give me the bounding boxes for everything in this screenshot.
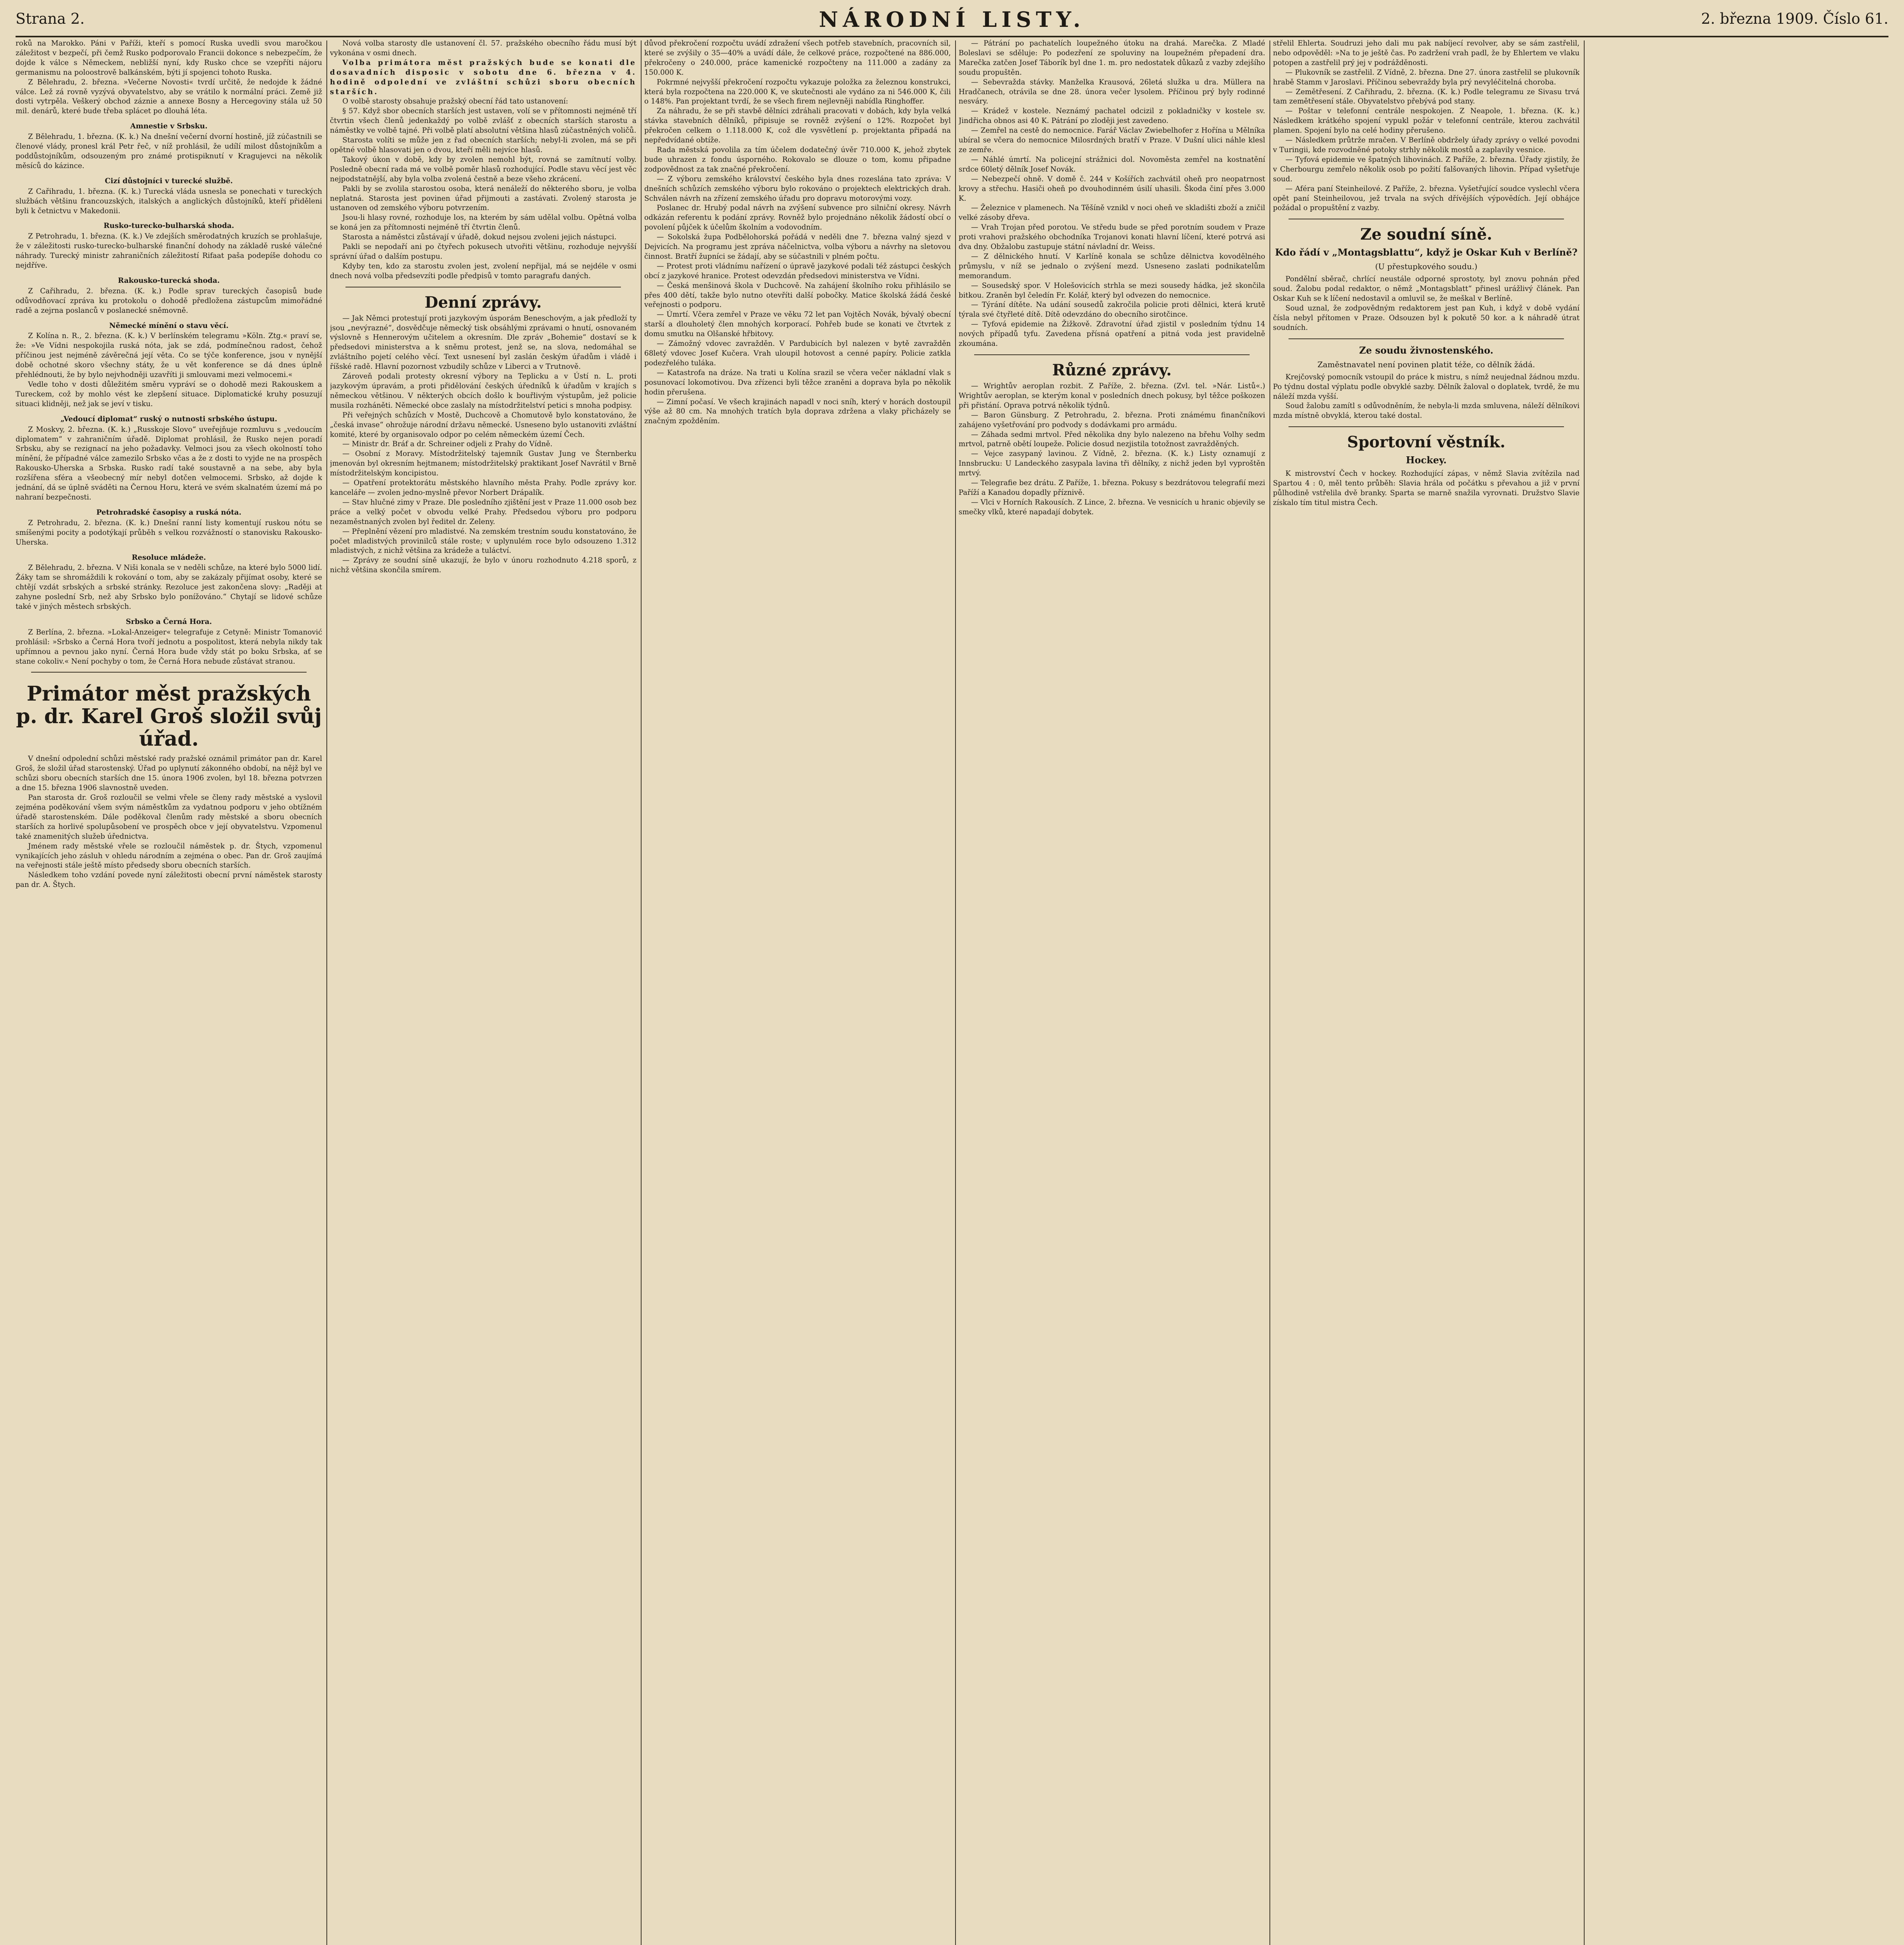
article-text: — Následkem průtrže mračen. V Berlíně obdržely úřady zprávy o velké povodni v Turingii, kde rozvodněné potoky strhly několik mostů a zaplavily vesnice. [1273, 136, 1580, 154]
article-text: Poslanec dr. Hrubý podal návrh na zvýšení subvence pro silniční okresy. Návrh odkázán referentu k podání zprávy. Rovněž bylo projednáno několik žádostí obcí o povolení půjček k účelům školním a vodovodním. [644, 204, 951, 232]
article-text: — Osobní z Moravy. Místodržitelský tajemník Gustav Jung ve Šternberku jmenován byl okresním hejtmanem; místodržitelský praktikant Josef Navrátil v Brně místodržitelským koncipistou. [330, 450, 636, 478]
column-4 [959, 39, 1265, 1945]
article-text: — Z dělnického hnutí. V Karlíně konala se schůze dělnictva kovodělného průmyslu, v níž se jednalo o zvýšení mezd. Usneseno zaslati podnikatelům memorandum. [959, 252, 1265, 280]
article-text: Pakli by se zvolila starostou osoba, která nenáleží do některého sboru, je volba neplatná. Starosta jest povinen úřad přijmouti a zastávati. Zvolený starosta je ustanoven od zemského výboru potvrzením. [330, 184, 636, 212]
article-text: střelil Ehlerta. Soudruzi jeho dali mu pak nabíjecí revolver, aby se sám zastřelil, nebo odpověděl: »Na to je ještě čas. Po zadržení vrah padl, že by Ehlertem ve vlaku potopen a zastřelil prý jej v podrážděnosti. [1273, 39, 1580, 67]
article-text: — Sebevražda stávky. Manželka Krausová, 26letá služka u dra. Müllera na Hradčanech, otrávila se dne 28. února večer lysolem. Příčinou prý byly rodinné nesváry. [959, 78, 1265, 106]
article-text: Soud uznal, že zodpovědným redaktorem jest pan Kuh, i když v době vydání čísla nebyl přítomen v Praze. Odsouzen byl k pokutě 50 kor. a k náhradě útrat soudních. [1273, 304, 1580, 332]
article-text: — Pátrání po pachatelích loupežného útoku na drahá. Marečka. Z Mladé Boleslavi se sděluje: Po podezření ze spoluviny na loupežném přepadení dra. Marečka zatčen Josef Táborík byl dne 1. m. pro nedostatek důkazů z vazby zdejšího soudu propuštěn. [959, 39, 1265, 77]
article-text: důvod překročení rozpočtu uvádí zdražení všech potřeb stavebních, pracovních sil, které se zvýšily o 35—40% a uvádí dále, že celkové práce, rozpočtené na 886.000, překročeny o 240.000, práce kamenické rozpočteny na 111.000 a zadány za 150.000 K. [644, 39, 951, 77]
article-text: V dnešní odpolední schůzi městské rady pražské oznámil primátor pan dr. Karel Groš, že složil úřad starostenský. Úřad po uplynutí zákonného období, na nějž byl ve schůzi sboru obecních starších dne 15. února 1906 zvolen, byl 18. března potvrzen a dne 15. března 1906 slavnostně uveden. [16, 755, 322, 792]
article-text: Takový úkon v době, kdy by zvolen nemohl být, rovná se zamítnutí volby. Posledně obecní rada má ve volbě poměr hlasů rozhodující. Podle stavu věcí jest věc nejpodstatnější, aby byla volba zvolená čestně a beze všeho zkrácení. [330, 155, 636, 183]
article-text: — Přeplnění vězení pro mladistvé. Na zemském trestním soudu konstatováno, že počet mladistvých provinilců stále roste; v uplynulém roce bylo odsouzeno 1.312 mladistvých, z nichž většina za krádeže a tuláctví. [330, 527, 636, 555]
divider [1289, 338, 1564, 339]
article-text: — Jak Němci protestují proti jazykovým úsporám Beneschovým, a jak předloží ty jsou „nevýrazné“, dosvědčuje německý tisk obsáhlými zprávami o hnutí, osnovaném výslovně s Hennerovým učitelem a okresním. Dle zpráv „Bohemie“ dostaví se k předsedovi ministerstva a k sněmu protest, jenž se, na slova, nedomáhal se zvláštního pojetí celého věcí. Text usnesení byl zaslán českým úřadům i vládě i říšské radě. Hlavní pozornost vzbudily schůze v Liberci a v Trutnově. [330, 314, 636, 371]
section-heading: Resoluce mládeže. [131, 553, 206, 562]
section-title: Sportovní věstník. [1347, 433, 1506, 452]
article-text: — Protest proti vládnímu nařízení o úpravě jazykové podali též zástupci českých obcí z jazykové hranice. Protest odevzdán předsedovi ministerstva ve Vídni. [644, 262, 951, 280]
article-text: — Vejce zasypaný lavinou. Z Vídně, 2. března. (K. k.) Listy oznamují z Innsbrucku: U Landeckého zasypala lavina tři dělníky, z nichž jeden byl vyproštěn mrtvý. [959, 450, 1265, 478]
article-text: — Sousedský spor. V Holešovicích strhla se mezi sousedy hádka, jež skončila bitkou. Zraněn byl čeledín Fr. Kolář, který byl odvezen do nemocnice. [959, 281, 1265, 300]
article-text: — Baron Günsburg. Z Petrohradu, 2. března. Proti známému finančníkovi zahájeno vyšetřování pro podvody s dodávkami pro armádu. [959, 411, 1265, 429]
column-divider [1584, 40, 1585, 1945]
article-text: Pan starosta dr. Groš rozloučil se velmi vřele se členy rady městské a vyslovil zejména poděkování všem svým náměstkům za vydatnou podporu v jeho obtížném úřadě starostenském. Dále poděkoval členům rady městské a sboru obecních starších za horlivé spolupůsobení ve prospěch obce v její obyvatelstvu. Vzpomenul také znamenitých služeb úřednictva. [16, 794, 322, 841]
article-text: — Plukovník se zastřelil. Z Vídně, 2. března. Dne 27. února zastřelil se plukovník hrabě Stamm v Jaroslavi. Příčinou sebevraždy byla prý nevyléčitelná choroba. [1273, 68, 1580, 86]
article-text: — Železnice v plamenech. Na Těšíně vznikl v noci oheň ve skladišti zboží a zničil velké zásoby dřeva. [959, 204, 1265, 222]
article-text: — Vrah Trojan před porotou. Ve středu bude se před porotním soudem v Praze proti vrahovi pražského obchodníka Trojanovi konati hlavní líčení, které potrvá asi dva dny. Obžalobu zastupuje státní návladní dr. Weiss. [959, 223, 1265, 251]
article-text: Pondělní sběrač, chrlící neustále odporné sprostoty, byl znovu pohnán před soud. Žalobu podal redaktor, o němž „Montagsblatt“ přinesl urážlivý článek. Pan Oskar Kuh se k líčení nedostavil a omluvil se, že meškal v Berlíně. [1273, 275, 1580, 303]
section-heading: Německé mínění o stavu věcí. [109, 321, 229, 330]
section-title: Denní zprávy. [424, 293, 542, 312]
article-text: Z Cařihradu, 1. března. (K. k.) Turecká vláda usnesla se ponechati v tureckých službách většinu francouzských, italských a anglických důstojníků, kteří přiděleni byli k četnictvu v Makedonii. [16, 187, 322, 215]
issue-date: 2. března 1909. Číslo 61. [1701, 10, 1888, 27]
article-text: — Tyfová epidemie na Žižkově. Zdravotní úřad zjistil v posledním týdnu 14 nových případů tyfu. Zavedena přísná opatření a pitná voda jest pravidelně zkoumána. [959, 320, 1265, 348]
article-headline: Kdo řádí v „Montagsblattu“, když je Oskar Kuh v Berlíně? [1275, 247, 1578, 258]
article-text: Starosta a náměstci zůstávají v úřadě, dokud nejsou zvoleni jejich nástupci. [342, 233, 617, 242]
article-text: — Zimní počasí. Ve všech krajinách napadl v noci sníh, který v horách dostoupil výše až 80 cm. Na mnohých tratích byla doprava zdržena a vlaky přicházely se značným zpožděním. [644, 398, 951, 426]
article-text: Z Moskvy, 2. března. (K. k.) „Russkoje Slovo“ uveřejňuje rozmluvu s „vedoucím diplomatem“ v zahraničním úřadě. Diplomat prohlásil, že Rusko nejen poradí Srbsku, aby se rezignací na jeho požadavky. Velmoci jsou za všech okolností toho mínění, že případné válce zamezilo Srbsko včas a že z dosti to vyjde ne na prospěch Rakousko-Uherska a Srbska. Rusko radí také soustavně a na sebe, aby byla rozšířena sféra a všeobecný mír nebyl dotčen velmocemi. Srbsko, až dojde k jednání, dá se úplně sváděti na Černou Horu, která ve svém skalnatém území má po nahraní bezpečnosti. [16, 425, 322, 501]
article-text: Pakli se nepodaří ani po čtyřech pokusech utvořiti většinu, rozhoduje nejvyšší správní úřad o dalším postupu. [330, 243, 636, 261]
section-heading: Petrohradské časopisy a ruská nóta. [96, 508, 242, 517]
article-text: Z Kolína n. R., 2. března. (K. k.) V berlínském telegramu »Köln. Ztg.« praví se, že: »Ve Vídni nespokojila ruská nóta, jak se zdá, podmínečnou radost, čehož příčinou jest nejméně závěrečná její věta. Co se týče konference, jsou v nynější době ochotné skoro všechny státy, že u vět konference se dá dnes úplně přehlédnouti, že by bylo nejvhodněji uzavříti ji smlouvami mezi velmocemi.« [16, 332, 322, 379]
column-divider [326, 40, 327, 1945]
article-text: Při veřejných schůzích v Mostě, Duchcově a Chomutově bylo konstatováno, že „česká invase“ ohrožuje národní državu německé. Usneseno bylo ustanoviti zvláštní komité, které by organisovalo odpor po celém německém území Čech. [330, 411, 636, 439]
article-text: Jménem rady městské vřele se rozloučil náměstek p. dr. Štych, vzpomenul vynikajících jeho zásluh v ohledu národním a zejména o obec. Pan dr. Groš zaujímá na veřejnosti stále ještě místo předsedy sboru obecních starších. [16, 842, 322, 870]
column-divider [955, 40, 956, 1945]
article-text: Krejčovský pomocník vstoupil do práce k mistru, s nímž neujednal žádnou mzdu. Po týdnu dostal výplatu podle obvyklé sazby. Dělník žaloval o doplatek, tvrdě, že mu náleží mzda vyšší. [1273, 373, 1580, 401]
divider [1289, 426, 1564, 427]
article-text: Následkem toho vzdání povede nyní záležitosti obecní první náměstek starosty pan dr. A. Štych. [16, 871, 322, 889]
column-5 [1273, 39, 1580, 1945]
article-text: — Aféra paní Steinheilové. Z Paříže, 2. března. Vyšetřující soudce vyslechl včera opět paní Steinheilovou, jež trvala na svých dřívějších výpovědích. Její obhájce požádal o propuštění z vazby. [1273, 184, 1580, 212]
article-text: roků na Marokko. Páni v Paříži, kteří s pomocí Ruska uvedli svou maročkou záležitost v bezpečí, při čemž Rusko podporovalo Francii dokonce s nebezpečím, že dojde k válce s Německem, nebližší nyní, kdy Rusko chce se vzepříti nájoru germanismu na poloostrově balkánském, býti jí spojenci tohoto Ruska. [16, 39, 322, 77]
article-headline: Ze soudu živnostenského. [1359, 344, 1494, 356]
article-text: — Týrání dítěte. Na udání sousedů zakročila policie proti dělnici, která krutě týrala své čtyřleté dítě. Dítě odevzdáno do obecního sirotčince. [959, 301, 1265, 319]
article-text: Z Bělehradu, 1. března. (K. k.) Na dnešní večerní dvorní hostině, jíž zúčastnili se členové vlády, pronesl král Petr řeč, v níž prohlásil, že udílí milost důstojníkům a poddůstojníkům, odsouzeným pro známé protispiknutí v Kragujevci na několik měsíců do kázince. [16, 133, 322, 170]
article-text: O volbě starosty obsahuje pražský obecní řád tato ustanovení: [342, 97, 568, 106]
article-text: — Záhada sedmi mrtvol. Před několika dny bylo nalezeno na břehu Volhy sedm mrtvol, patrně obětí loupeže. Policie dosud nezjistila totožnost zavražděných. [959, 430, 1265, 449]
column-divider [1269, 40, 1270, 1945]
article-text: Pokrmné nejvyšší překročení rozpočtu vykazuje položka za železnou konstrukci, která byla rozpočtena na 220.000 K, ve skutečnosti ale vydáno za ni 546.000 K, čili o 148%. Pan projektant tvrdí, že se všech firem nejlevněji nabídla Ringhoffer. [644, 78, 951, 106]
article-text: — Opatření protektorátu městského hlavního města Prahy. Podle zprávy kor. kanceláře — zvolen jedno-myslně převor Norbert Drápalík. [330, 479, 636, 497]
article-text: Z Berlína, 2. března. »Lokal-Anzeiger« telegrafuje z Cetyně: Ministr Tomanović prohlásil: »Srbsko a Černá Hora tvoří jednotu a pospolitost, která nebyla nikdy tak upřímnou a pevnou jako nyní. Černá Hora bude vždy stát po boku Srbska, ať se stane cokoliv.« Není pochyby o tom, že Černá Hora nebude zůstávat stranou. [16, 628, 322, 666]
article-text: — Tyfová epidemie ve špatných lihovinách. Z Paříže, 2. března. Úřady zjistily, že v Cherbourgu zemřelo několik osob po požití falšovaných lihovin. Případ vyšetřuje soud. [1273, 155, 1580, 183]
newspaper-title: NÁRODNÍ LISTY. [819, 7, 1085, 32]
divider [31, 672, 307, 673]
article-text: Kdyby ten, kdo za starostu zvolen jest, zvolení nepřijal, má se nejdéle v osmi dnech nová volba předsevzíti podle předpisů v tomto paragrafu daných. [330, 262, 636, 280]
main-headline: Primátor měst pražských p. dr. Karel Groš složil svůj úřad. [16, 682, 322, 751]
article-text: — Z výboru zemského království českého byla dnes rozeslána tato zpráva: V dnešních schůzích zemského výboru bylo rokováno o projektech elektrických drah. Schválen návrh na zřízení zemského úřadu pro dopravu motorovými vozy. [644, 175, 951, 203]
article-text: — Úmrtí. Včera zemřel v Praze ve věku 72 let pan Vojtěch Novák, bývalý obecní starší a dlouholetý člen mnohých korporací. Pohřeb bude se konati ve čtvrtek z domu smutku na Olšanské hřbitovy. [644, 310, 951, 338]
column-1 [16, 39, 322, 1945]
article-text: — Sokolská župa Podbělohorská pořádá v neděli dne 7. března valný sjezd v Dejvicích. Na programu jest zpráva náčelnictva, volba výboru a návrhy na sletovou činnost. Bratří župníci se žádají, aby se súčastnili v plném počtu. [644, 233, 951, 261]
article-text: Starosta volíti se může jen z řad obecních starších; nebyl-li zvolen, má se při opětné volbě hlasovati jen o dvou, kteří měli nejvíce hlasů. [330, 136, 636, 154]
article-text: — Zámožný vdovec zavražděn. V Pardubicích byl nalezen v bytě zavražděn 68letý vdovec Josef Kučera. Vrah uloupil hotovost a cenné papíry. Policie zatkla podezřelého tuláka. [644, 340, 951, 367]
article-text: Nová volba starosty dle ustanovení čl. 57. pražského obecního řádu musí být vykonána v osmi dnech. [330, 39, 636, 57]
article-text: — Telegrafie bez drátu. Z Paříže, 1. března. Pokusy s bezdrátovou telegrafií mezi Paříží a Kanadou dopadly příznivě. [959, 479, 1265, 497]
section-heading: Rakousko-turecká shoda. [118, 276, 220, 285]
article-text: Soud žalobu zamítl s odůvodněním, že nebyla-li mzda smluvena, náleží dělníkovi mzda místně obvyklá, kterou také dostal. [1273, 402, 1580, 420]
article-text: Jsou-li hlasy rovné, rozhoduje los, na kterém by sám udělal volbu. Opětná volba se koná jen za přítomnosti nejméně tří čtvrtin členů. [330, 214, 636, 232]
column-6 [1587, 39, 1894, 1945]
article-text: — Zprávy ze soudní síně ukazují, že bylo v únoru rozhodnuto 4.218 sporů, z nichž většina skončila smírem. [330, 556, 636, 575]
column-2 [330, 39, 636, 1945]
article-text: — Česká menšinová škola v Duchcově. Na zahájení školního roku přihlásilo se přes 400 dětí, takže bylo nutno otevříti další pobočky. Matice školská žádá české veřejnosti o podporu. [644, 281, 951, 309]
divider [974, 354, 1250, 355]
article-subheading: (U přestupkového soudu.) [1375, 262, 1478, 272]
article-subheading: Zaměstnavatel není povinen platit téže, co dělník žádá. [1317, 359, 1535, 369]
section-heading: Amnestie v Srbsku. [130, 122, 208, 131]
article-text: Zároveň podali protesty okresní výbory na Teplicku a v Ústí n. L. proti jazykovým úpravám, a proti přidělování českých úředníků k úřadům v krajích s německou většinou. V některých obcích došlo k bouřlivým výstupům, jež policie musila rozháněti. Německé obce zaslaly na místodržitelství petici s mnoha podpisy. [330, 372, 636, 410]
article-text: — Katastrofa na dráze. Na trati u Kolína srazil se včera večer nákladní vlak s posunovací lokomotivou. Dva zřízenci byli těžce zraněni a doprava byla po několik hodin přerušena. [644, 368, 951, 396]
section-title: Různé zprávy. [1052, 361, 1172, 379]
article-text: K mistrovství Čech v hockey. Rozhodující zápas, v němž Slavia zvítězila nad Spartou 4 : 0, měl tento průběh: Slavia hrála od počátku s převahou a již v první půlhodině vstřelila dvě branky. Sparta se marně snažila vyrovnati. Družstvo Slavie získalo tím titul mistra Čech. [1273, 470, 1580, 507]
column-divider [641, 40, 642, 1945]
article-text: — Stav hlučné zimy v Praze. Dle posledního zjištění jest v Praze 11.000 osob bez práce a velký počet v obvodu velké Prahy. Předsedou výboru pro podporu nezaměstnaných zvolen byl ředitel dr. Zeleny. [330, 498, 636, 526]
article-text: — Zemřel na cestě do nemocnice. Farář Václav Zwiebelhofer z Hořína u Mělníka ubíral se včera do nemocnice Milosrdných bratří v Praze. V Dušní ulici náhle klesl ze zemře. [959, 126, 1265, 154]
section-heading: „Vedoucí diplomat“ ruský o nutnosti srbského ústupu. [60, 415, 277, 423]
section-heading: Srbsko a Černá Hora. [126, 617, 212, 626]
article-text: — Wrightův aeroplan rozbit. Z Paříže, 2. března. (Zvl. tel. »Nár. Listů«.) Wrightův aeroplan, se kterým konal v posledních dnech pokusy, byl těžce poškozen při přistání. Oprava potrvá několik týdnů. [959, 382, 1265, 410]
article-text: — Náhlé úmrtí. Na policejní strážnici dol. Novoměsta zemřel na kostnatění srdce 60letý dělník Josef Novák. [959, 155, 1265, 173]
article-text: § 57. Když sbor obecních starších jest ustaven, volí se v přítomnosti nejméně tří čtvrtin všech členů jedenkaždý po volbě zvlášť z obecních starších starostu a náměstky ve volbě tajné. Při volbě platí absolutní většina hlasů zúčastněných voličů. [330, 107, 636, 135]
article-text: — Vlci v Horních Rakousích. Z Lince, 2. března. Ve vesnicích u hranic objevily se smečky vlků, které napadají dobytek. [959, 498, 1265, 516]
section-title: Ze soudní síně. [1360, 225, 1492, 244]
article-headline: Hockey. [1406, 454, 1447, 466]
article-text: Rada městská povolila za tím účelem dodatečný úvěr 710.000 K, jehož zbytek bude uhrazen z fondu úsporného. Rokovalo se dlouze o tom, komu připadne zodpovědnost za tak značné překročení. [644, 145, 951, 173]
article-text: — Zemětřesení. Z Cařihradu, 2. března. (K. k.) Podle telegramu ze Sivasu trvá tam zemětřesení stále. Obyvatelstvo přebývá pod stany. [1273, 88, 1580, 106]
section-heading: Cizí důstojníci v turecké službě. [105, 177, 233, 185]
article-text: Z Bělehradu, 2. března. »Večerne Novosti« tvrdí určitě, že nedojde k žádné válce. Lež zá rovně vyzývá obyvatelstvo, aby se vrátilo k normální práci. Země již dosti vytrpěla. Veškerý obchod záznie a annexe Bosny a Hercegoviny stála už 50 mil. denárů, které bude třeba splácet po dlouhá léta. [16, 78, 322, 116]
article-text: Z Petrohradu, 1. března. (K. k.) Ve zdejších směrodatných kruzích se prohlašuje, že v záležitosti rusko-turecko-bulharské finanční dohody na základě ruské válečné náhrady. Turecký ministr zahraničních záležitostí Rifaat paša podepíše dohodu co nejdříve. [16, 232, 322, 270]
section-heading: Rusko-turecko-bulharská shoda. [103, 222, 234, 230]
article-text: Za náhradu, že se při stavbě dělníci zdráhali pracovati v dobách, kdy byla velká stávka stavebních dělníků, připisuje se rovněž zvýšení o 12%. Rozpočet byl překročen celkem o 1.118.000 K, což dle vysvětlení p. projektanta připadá na nepředvídané obtíže. [644, 107, 951, 145]
column-3 [644, 39, 951, 1945]
article-text: Volba primátora měst pražských bude se konati dle dosavadních disposic v sobotu dne 6. března v 4. hodině odpolední ve zvláštní schůzi sboru obecních starších. [330, 58, 636, 96]
article-text: Z Bělehradu, 2. března. V Niši konala se v neděli schůze, na které bylo 5000 lidí. Žáky tam se shromáždili k rokování o tom, aby se zakázaly přijímat osoby, které se chtějí vzdát srbských a srbské stránky. Rezoluce jest zakončena slovy: „Raději at zahyne poslední Srb, než aby Srbsko bylo ponížováno.“ Chytají se lidové schůze také v jiných městech srbských. [16, 564, 322, 611]
article-text: — Ministr dr. Bráf a dr. Schreiner odjeli z Prahy do Vídně. [342, 440, 552, 449]
article-text: — Poštar v telefonní centrále nespokojen. Z Neapole, 1. března. (K. k.) Následkem krátkého spojení vypukl požár v telefonní centrále, kterou zachvátil plamen. Spojení bylo na celé hodiny přerušeno. [1273, 107, 1580, 135]
article-text: — Krádež v kostele. Neznámý pachatel odcizil z pokladničky v kostele sv. Jindřicha obnos asi 40 K. Pátrání po zloději jest zavedeno. [959, 107, 1265, 125]
article-text: Z Cařihradu, 2. března. (K. k.) Podle sprav tureckých časopisů bude odůvodňovací zpráva ku protokolu o dohodě předložena zástupcům mimořádné radě a zejrna poslanců v poslanecké sněmovně. [16, 287, 322, 315]
page-number: Strana 2. [16, 10, 85, 27]
article-text: Z Petrohradu, 2. března. (K. k.) Dnešní ranní listy komentují ruskou nótu se smíšenými pocity a podotýkají průběh s velkou rozvážností o stanovisku Rakousko-Uherska. [16, 519, 322, 547]
article-text: — Nebezpečí ohně. V domě č. 244 v Košířích zachvátil oheň pro neopatrnost krovy a střechu. Hasiči oheň po dvouhodinném úsilí uhasili. Škoda činí přes 3.000 K. [959, 175, 1265, 203]
article-text: Vedle toho v dosti důležitém směru vypráví se o dohodě mezi Rakouskem a Tureckem, což by mohlo vést ke zlepšení situace. Diplomatické kruhy posuzují situaci klidněji, než jak se jeví v tisku. [16, 380, 322, 408]
masthead [16, 2, 1888, 37]
